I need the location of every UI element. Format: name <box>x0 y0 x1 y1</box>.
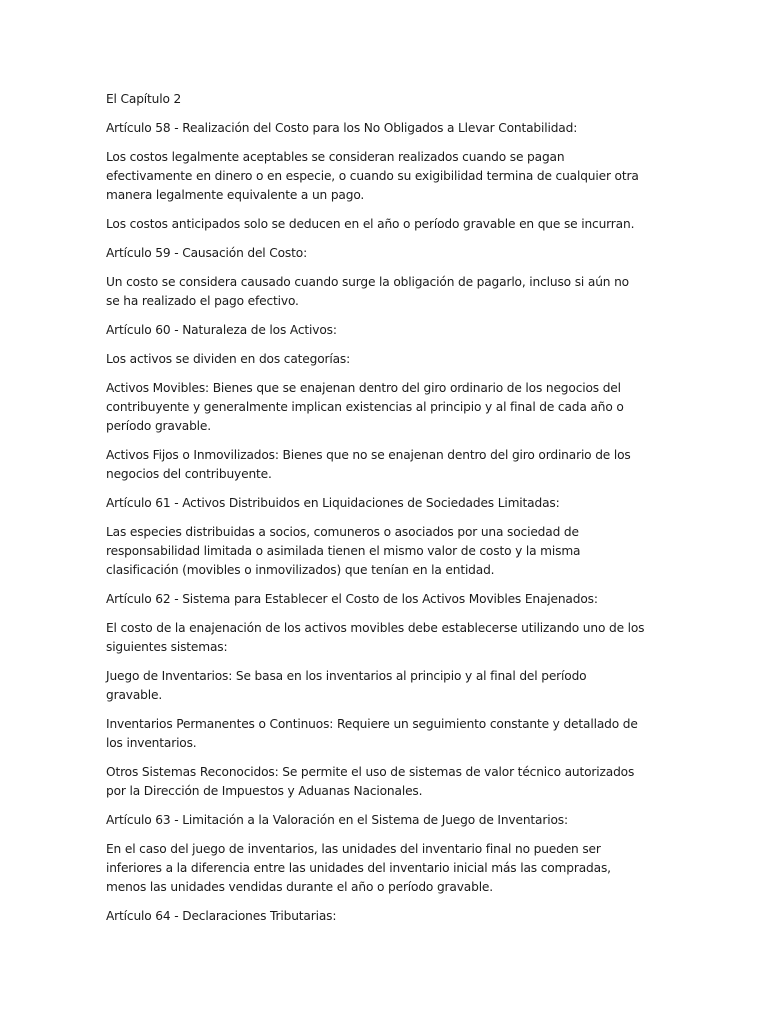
paragraph: Inventarios Permanentes o Continuos: Requiere un seguimiento constante y detallado de los inventarios. <box>106 717 638 750</box>
article-59-heading: Artículo 59 - Causación del Costo: <box>106 246 308 260</box>
paragraph: Las especies distribuidas a socios, comuneros o asociados por una sociedad de responsabilidad limitada o asimilada tienen el mismo valor de costo y la misma clasificación (movibles o inmovilizados) que tenían en la entidad. <box>106 525 581 577</box>
paragraph: Los activos se dividen en dos categorías: <box>106 352 351 366</box>
article-58-heading: Artículo 58 - Realización del Costo para los No Obligados a Llevar Contabilidad: <box>106 121 578 135</box>
paragraph: Juego de Inventarios: Se basa en los inventarios al principio y al final del período gravable. <box>106 669 587 702</box>
article-62-heading: Artículo 62 - Sistema para Establecer el Costo de los Activos Movibles Enajenados: <box>106 592 598 606</box>
paragraph: Los costos anticipados solo se deducen en el año o período gravable en que se incurran. <box>106 217 635 231</box>
paragraph: El costo de la enajenación de los activos movibles debe establecerse utilizando uno de los siguientes sistemas: <box>106 621 645 654</box>
paragraph: Otros Sistemas Reconocidos: Se permite el uso de sistemas de valor técnico autorizados por la Dirección de Impuestos y Aduanas Nacionales. <box>106 765 635 798</box>
article-63-heading: Artículo 63 - Limitación a la Valoración en el Sistema de Juego de Inventarios: <box>106 813 568 827</box>
article-64-heading: Artículo 64 - Declaraciones Tributarias: <box>106 909 337 923</box>
paragraph: Activos Movibles: Bienes que se enajenan dentro del giro ordinario de los negocios del contribuyente y generalmente implican existencias al principio y al final de cada año o período gravable. <box>106 381 624 433</box>
paragraph: En el caso del juego de inventarios, las unidades del inventario final no pueden ser inferiores a la diferencia entre las unidades del inventario inicial más las compradas, menos las unidades vendidas durante el año o período gravable. <box>106 842 611 894</box>
document-page <box>106 90 646 936</box>
article-60-heading: Artículo 60 - Naturaleza de los Activos: <box>106 323 337 337</box>
chapter-heading: El Capítulo 2 <box>106 92 182 106</box>
article-61-heading: Artículo 61 - Activos Distribuidos en Liquidaciones de Sociedades Limitadas: <box>106 496 560 510</box>
paragraph: Un costo se considera causado cuando surge la obligación de pagarlo, incluso si aún no se ha realizado el pago efectivo. <box>106 275 629 308</box>
paragraph: Activos Fijos o Inmovilizados: Bienes que no se enajenan dentro del giro ordinario de los negocios del contribuyente. <box>106 448 631 481</box>
paragraph: Los costos legalmente aceptables se consideran realizados cuando se pagan efectivamente en dinero o en especie, o cuando su exigibilidad termina de cualquier otra manera legalmente equivalente a un pago. <box>106 150 639 202</box>
